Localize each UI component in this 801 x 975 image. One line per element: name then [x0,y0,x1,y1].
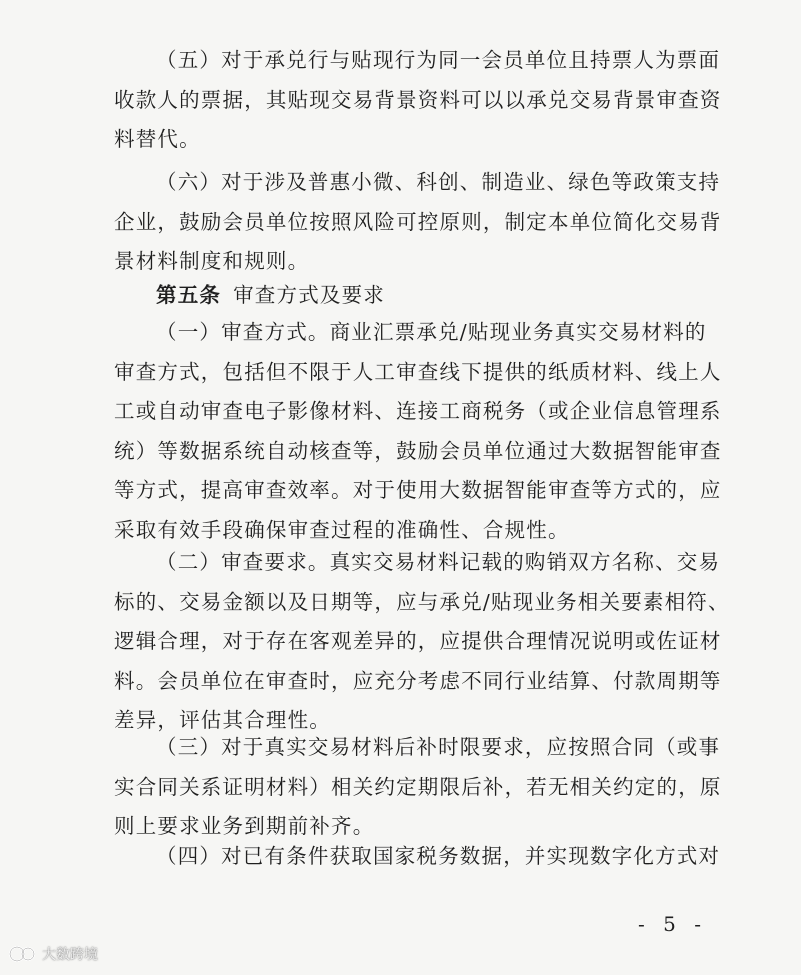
text-line: 料。会员单位在审查时，应充分考虑不同行业结算、付款周期等 [114,668,722,693]
text-line: 工或自动审查电子影像材料、连接工商税务（或企业信息管理系 [114,399,722,423]
watermark [8,944,98,964]
page-number: - 5 - [638,912,707,936]
text-line: 差异，评估其合理性。 [114,708,331,732]
paragraph-6 [114,163,722,282]
article-5-heading [114,276,704,316]
watermark-logo-icon [8,945,38,963]
text-line: （六）对于涉及普惠小微、科创、制造业、绿色等政策支持 [156,170,721,194]
article-5-item-4 [114,837,721,877]
article-5-item-2 [114,543,730,741]
text-line: 企业，鼓励会员单位按照风险可控原则，制定本单位简化交易背 [114,209,722,234]
text-line: 料替代。 [114,127,201,151]
text-line: （一）审查方式。商业汇票承兑/贴现业务真实交易材料的 [156,320,707,344]
text-line: 实合同关系证明材料）相关约定期限后补，若无相关约定的，原 [114,774,722,799]
article-label: 第五条 [156,283,222,307]
text-line: （四）对已有条件获取国家税务数据，并实现数字化方式对 [156,844,721,868]
text-line: （五）对于承兑行与贴现行为同一会员单位且持票人为票面 [156,48,721,72]
text-line: （三）对于真实交易材料后补时限要求，应按照合同（或事 [156,735,721,759]
paragraph-5 [114,41,722,160]
article-title: 审查方式及要求 [233,283,386,307]
text-line: 逻辑合理，对于存在客观差异的，应提供合理情况说明或佐证材 [114,629,722,653]
article-5-item-3 [114,728,722,847]
text-line: 则上要求业务到期前补齐。 [114,814,375,838]
article-5-item-1 [114,313,722,550]
text-line: 等方式，提高审查效率。对于使用大数据智能审查等方式的，应 [114,478,722,502]
text-line: （二）审查要求。真实交易材料记载的购销双方名称、交易 [156,550,721,574]
text-line: 收款人的票据，其贴现交易背景资料可以以承兑交易背景审查资 [114,87,722,112]
text-line: 统）等数据系统自动核查等，鼓励会员单位通过大数据智能审查 [114,438,722,463]
text-line: 采取有效手段确保审查过程的准确性、合规性。 [114,517,570,542]
text-line: 审查方式，包括但不限于人工审查线下提供的纸质材料、线上人 [114,359,722,384]
watermark-text: 大数跨境 [42,947,98,963]
text-line: 标的、交易金额以及日期等，应与承兑/贴现业务相关要素相符、 [114,589,730,614]
text-line: 景材料制度和规则。 [114,249,310,273]
